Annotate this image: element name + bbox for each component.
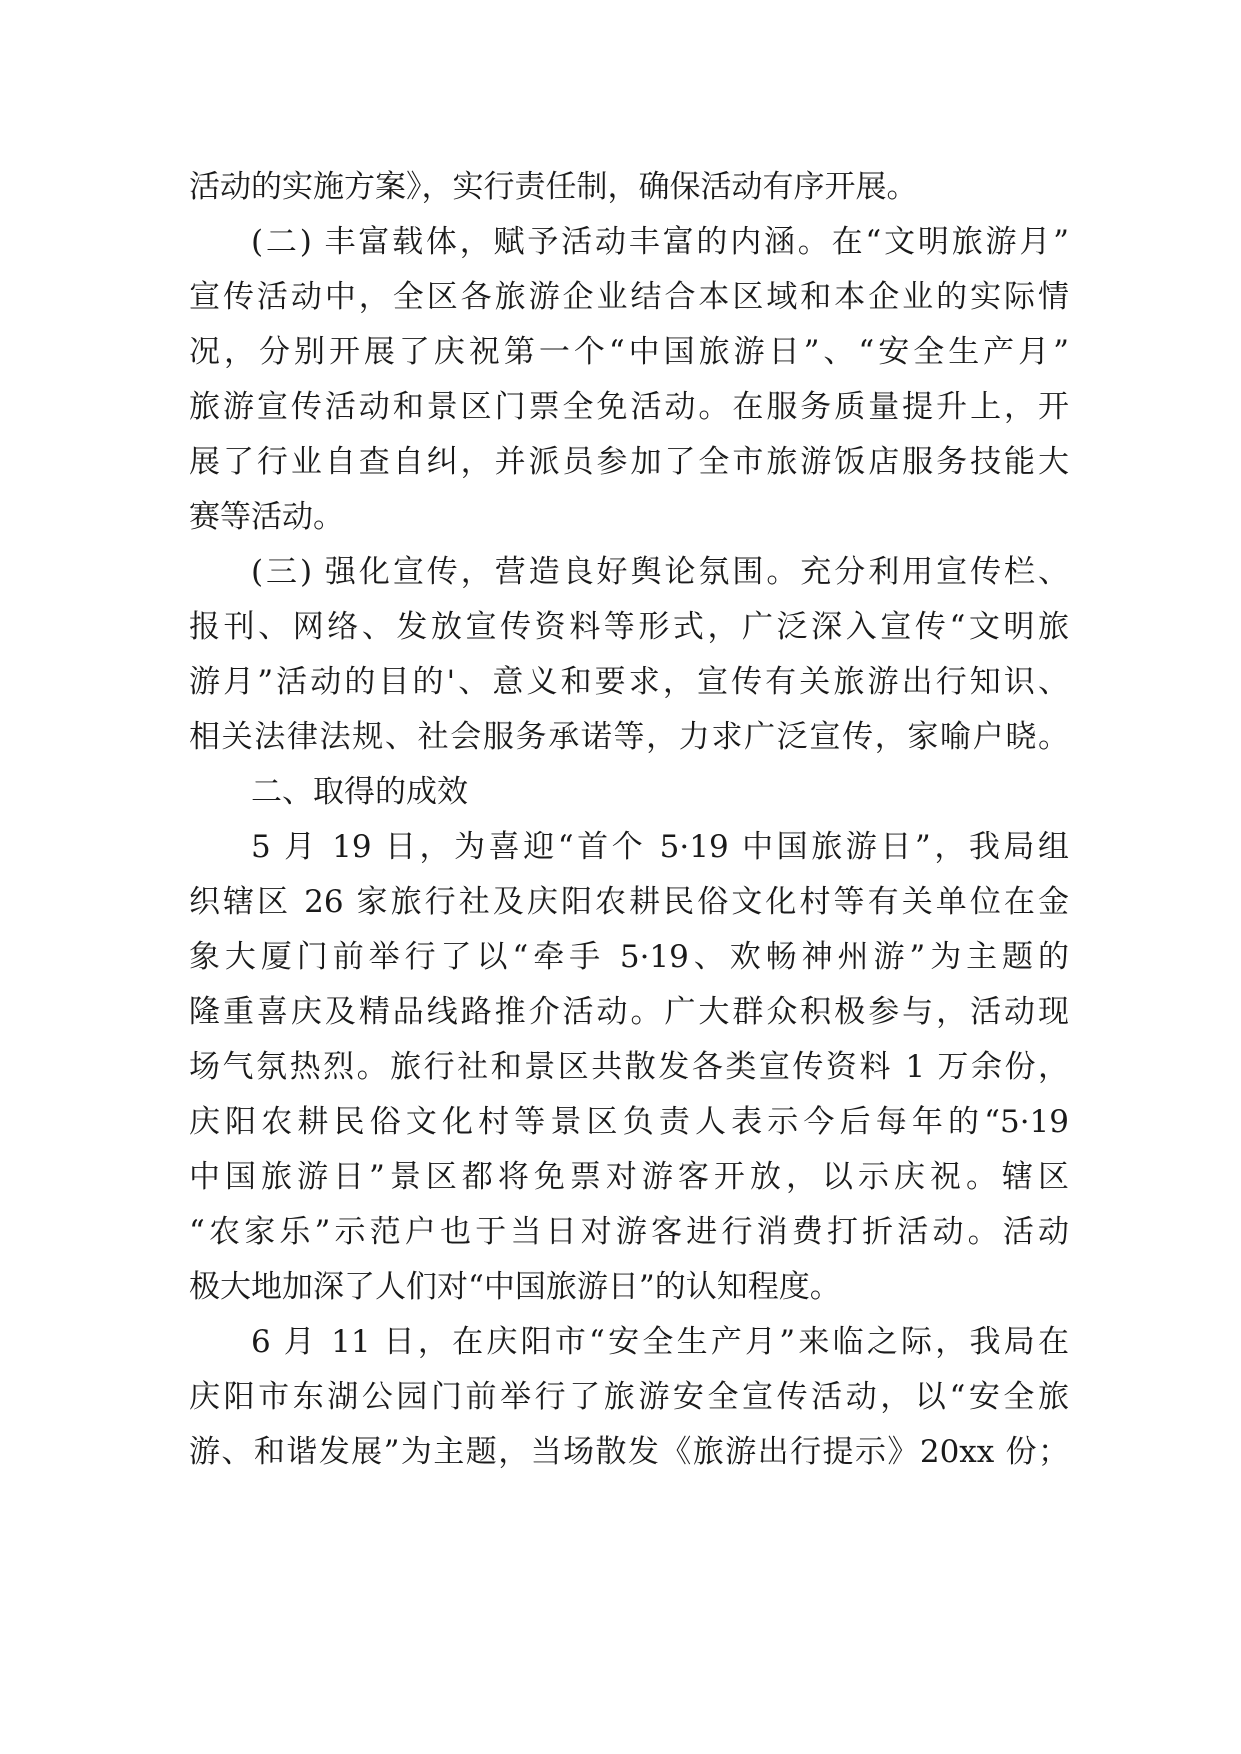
text-line: 游月”活动的目的'、意义和要求，宣传有关旅游出行知识、: [189, 664, 1069, 700]
text-line: 织辖区 26 家旅行社及庆阳农耕民俗文化村等有关单位在金: [189, 884, 1069, 920]
text-line: 6 月 11 日，在庆阳市“安全生产月”来临之际，我局在: [251, 1324, 1069, 1360]
text-line: 宣传活动中，全区各旅游企业结合本区域和本企业的实际情: [189, 279, 1069, 315]
text-line: 赛等活动。: [189, 499, 344, 535]
text-line: 活动的实施方案》，实行责任制，确保活动有序开展。: [189, 169, 918, 205]
document-body: [189, 160, 1069, 1480]
text-line: 况，分别开展了庆祝第一个“中国旅游日”、“安全生产月”: [189, 334, 1069, 370]
text-line: 场气氛热烈。旅行社和景区共散发各类宣传资料 1 万余份，: [189, 1049, 1069, 1085]
text-line: 隆重喜庆及精品线路推介活动。广大群众积极参与，活动现: [189, 994, 1069, 1030]
paragraph-heading-line: (二) 丰富载体，赋予活动丰富的内涵。在“文明旅游月”: [251, 224, 1069, 260]
text-line: 庆阳农耕民俗文化村等景区负责人表示今后每年的“5·19: [189, 1104, 1069, 1140]
section-heading: 二、取得的成效: [251, 774, 468, 810]
text-line: 相关法律法规、社会服务承诺等，力求广泛宣传，家喻户晓。: [189, 719, 1069, 755]
text-line: 中国旅游日”景区都将免票对游客开放，以示庆祝。辖区: [189, 1159, 1069, 1195]
text-line: 展了行业自查自纠，并派员参加了全市旅游饭店服务技能大: [189, 444, 1069, 480]
text-line: 旅游宣传活动和景区门票全免活动。在服务质量提升上，开: [189, 389, 1069, 425]
paragraph-heading-line: (三) 强化宣传，营造良好舆论氛围。充分利用宣传栏、: [251, 554, 1069, 590]
text-line: 报刊、网络、发放宣传资料等形式，广泛深入宣传“文明旅: [189, 609, 1069, 645]
text-line: 庆阳市东湖公园门前举行了旅游安全宣传活动，以“安全旅: [189, 1379, 1069, 1415]
text-line: 游、和谐发展”为主题，当场散发《旅游出行提示》20xx 份；: [189, 1434, 1069, 1470]
text-line: 5 月 19 日，为喜迎“首个 5·19 中国旅游日”，我局组: [251, 829, 1069, 865]
text-line: “农家乐”示范户也于当日对游客进行消费打折活动。活动: [189, 1214, 1069, 1250]
text-line: 象大厦门前举行了以“牵手 5·19、欢畅神州游”为主题的: [189, 939, 1069, 975]
text-line: 极大地加深了人们对“中国旅游日”的认知程度。: [189, 1269, 841, 1305]
